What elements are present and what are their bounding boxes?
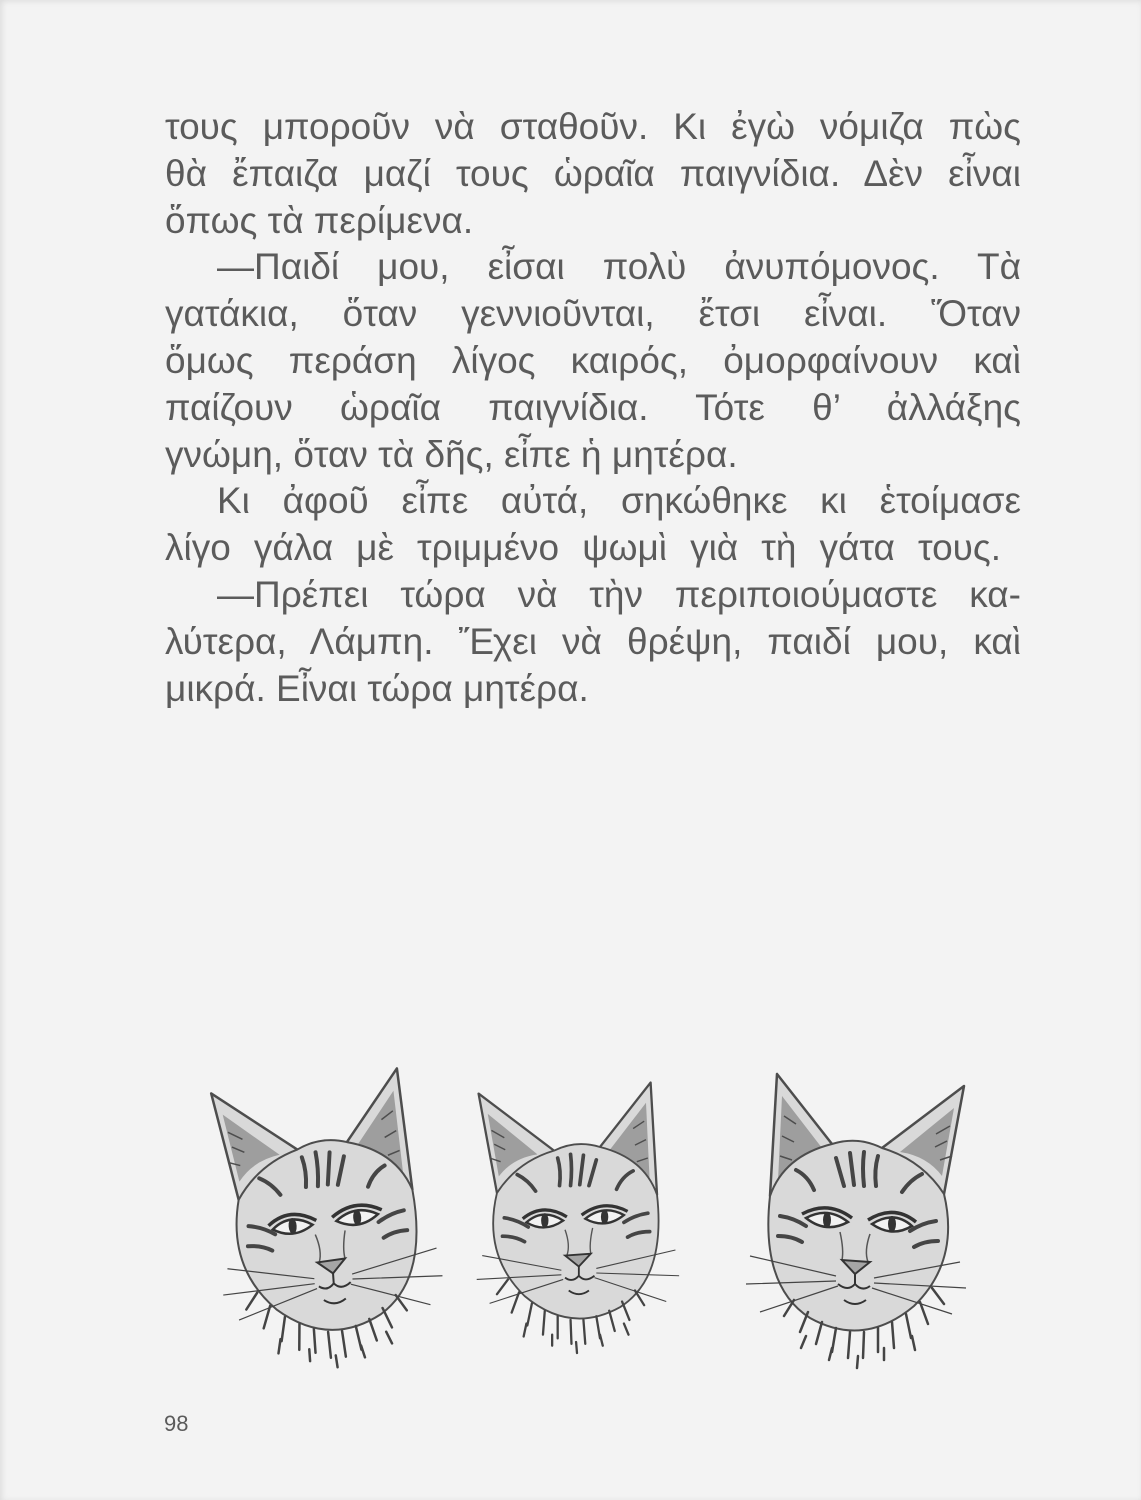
cat-head-right [746, 1074, 966, 1368]
paragraph [165, 104, 1021, 244]
cat-heads-illustration [190, 1052, 990, 1382]
text-line: γνώμη, ὅταν τὰ δῆς, εἶπε ἡ μητέρα. [165, 433, 738, 475]
paragraph [165, 244, 1021, 478]
paragraph [165, 478, 1021, 572]
text-line: παίζουν ὡραῖα παιγνίδια. Τότε θ’ ἀλλάξης [165, 386, 1021, 428]
text-line: γατάκια, ὅταν γεννιοῦνται, ἔτσι εἶναι. Ὅταν [165, 293, 1021, 335]
page-number: 98 [164, 1411, 189, 1436]
text-line: λύτερα, Λάμπη. Ἔχει νὰ θρέψη, παιδί μου, καὶ [165, 620, 1021, 662]
text-line: μικρά. Εἶναι τώρα μητέρα. [165, 667, 589, 709]
body-text [165, 104, 1021, 712]
text-line: ὅπως τὰ περίμενα. [165, 199, 474, 241]
text-line: θὰ ἔπαιζα μαζί τους ὡραῖα παιγνίδια. Δὲν εἶναι [165, 152, 1021, 194]
text-line: τους μποροῦν νὰ σταθοῦν. Κι ἐγὼ νόμιζα πὼς [165, 106, 1021, 147]
text-line: —Παιδί μου, εἶσαι πολὺ ἀνυπόμονος. Τὰ [217, 246, 1021, 288]
cat-head-middle [477, 1083, 679, 1353]
text-line: —Πρέπει τώρα νὰ τὴν περιποιούμαστε κα- [217, 573, 1021, 615]
text-line: ὅμως περάση λίγος καιρός, ὀμορφαίνουν καὶ [165, 339, 1021, 381]
paragraph [165, 572, 1021, 712]
cat-head-left [208, 1066, 448, 1375]
text-line: λίγο γάλα μὲ τριμμένο ψωμὶ γιὰ τὴ γάτα τους. [165, 527, 1001, 569]
text-line: Κι ἀφοῦ εἶπε αὐτά, σηκώθηκε κι ἑτοίμασε [217, 480, 1021, 522]
